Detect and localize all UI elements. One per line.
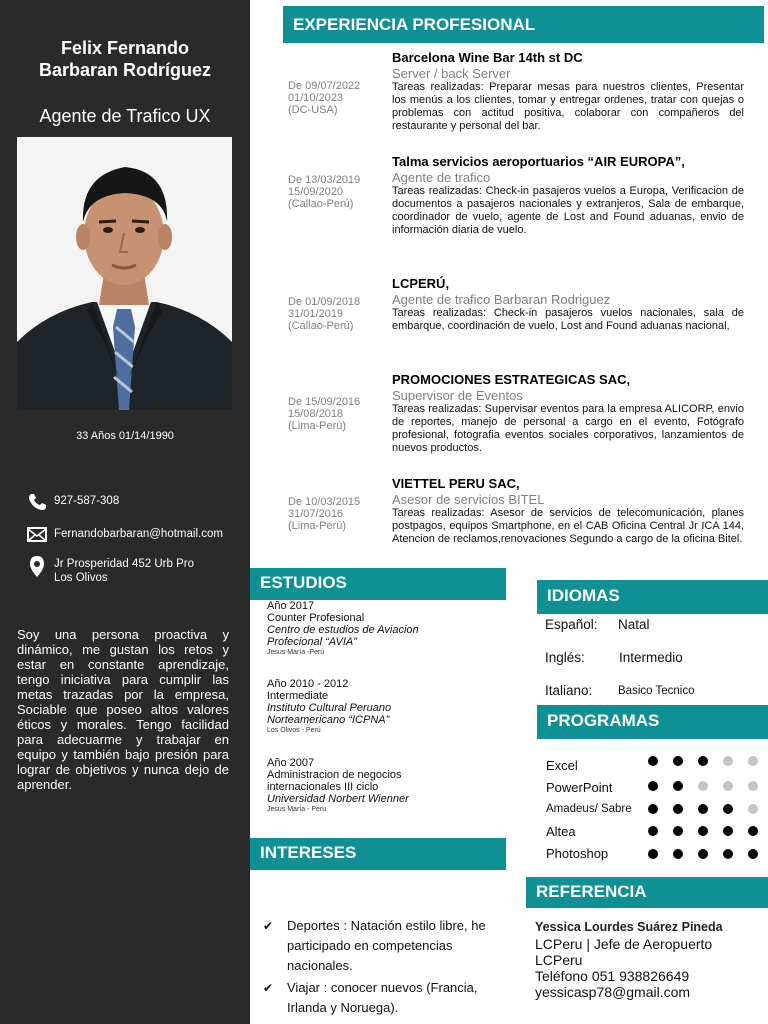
interest-text: Viajar : conocer nuevos (Francia, Irlanda y Noruega). xyxy=(287,980,478,1015)
rating-dot-filled xyxy=(698,804,708,814)
language-level: Basico Tecnico xyxy=(618,685,695,697)
experience-dates xyxy=(288,174,383,210)
experience-entry xyxy=(288,50,748,140)
experience-dates xyxy=(288,396,383,432)
place: (DC-USA) xyxy=(288,104,338,116)
rating-dot-filled xyxy=(723,804,733,814)
section-header-interests xyxy=(250,838,506,868)
reference-position: LCPeru | Jefe de Aeropuerto xyxy=(535,936,713,952)
job-role: Agente de trafico Barbaran Rodriguez xyxy=(392,292,611,307)
program-rating xyxy=(648,756,763,768)
rating-dot-empty xyxy=(698,781,708,791)
job-tasks: Tareas realizadas: Preparar mesas para nuestros clientes, Presentar los menús a los clientes, tomar y entregar ordenes, tratar con quejas o problemas con actitud positiva, colaborar con compañeros del restaurante y personal del bar. xyxy=(392,81,744,132)
rating-dot-filled xyxy=(673,826,683,836)
rating-dot-empty xyxy=(748,781,758,791)
rating-dot-filled xyxy=(648,849,658,859)
company-name: LCPERÚ, xyxy=(392,276,450,291)
experience-dates xyxy=(288,496,383,532)
section-divider xyxy=(537,612,768,614)
rating-dot-filled xyxy=(698,849,708,859)
study-entry xyxy=(267,757,507,814)
reference-name: Yessica Lourdes Suárez Pineda xyxy=(535,920,723,934)
language-row xyxy=(545,650,683,665)
study-institution: Instituto Cultural Peruano xyxy=(267,702,392,714)
study-location: Los Olivos - Perú xyxy=(267,727,321,734)
company-name: Talma servicios aeroportuarios “AIR EUROPA”, xyxy=(392,154,685,169)
candidate-name xyxy=(0,37,250,81)
date-to: 31/07/2016 xyxy=(288,508,344,520)
language-name: Italiano: xyxy=(545,683,593,698)
rating-dot-empty xyxy=(723,756,733,766)
study-entry xyxy=(267,600,507,657)
reference-block xyxy=(535,918,765,1000)
rating-dot-filled xyxy=(723,826,733,836)
rating-dot-filled xyxy=(723,849,733,859)
address xyxy=(54,557,194,585)
date-from: De 01/09/2018 xyxy=(288,296,361,308)
place: (Lima-Perú) xyxy=(288,520,347,532)
language-level: Natal xyxy=(618,617,650,632)
date-from: De 13/03/2019 xyxy=(288,174,361,186)
location-pin-icon xyxy=(27,556,47,574)
study-year: Año 2010 - 2012 xyxy=(267,678,349,690)
language-row xyxy=(545,683,695,698)
section-header-reference xyxy=(526,877,768,906)
program-rating xyxy=(648,826,763,838)
address-line-1: Jr Prosperidad 452 Urb Pro xyxy=(54,558,194,570)
program-rating xyxy=(648,849,763,861)
about-me-text: Soy una persona proactiva y dinámico, me gustan los retos y estar en constante aprendizaje, tengo iniciativa para cumplir las metas trazadas por la empresa, Sociable que poseo altos valores éticos y morales. Tengo facilidad para adecuarme y trabajar en equipo y también bajo presión para lograr de objetivos y nunca dejo de aprender. xyxy=(17,627,229,792)
program-rating xyxy=(648,804,763,816)
program-name: Photoshop xyxy=(546,846,609,861)
language-row xyxy=(545,617,650,632)
study-entry xyxy=(267,678,507,735)
studies-heading: ESTUDIOS xyxy=(260,573,347,592)
rating-dot-filled xyxy=(673,781,683,791)
job-tasks: Tareas realizadas: Asesor de servicios de telecomunicación, planes postpagos, equipos Smartphone, en el CAB Oficina Central Jr ICA 144, Atencion de reclamos,renovaciones Segundo a cargo de la oficina Bitel. xyxy=(392,507,744,545)
company-name: PROMOCIONES ESTRATEGICAS SAC, xyxy=(392,372,631,387)
sidebar xyxy=(0,0,250,1024)
mail-icon xyxy=(27,526,47,544)
rating-dot-filled xyxy=(648,781,658,791)
rating-dot-filled xyxy=(673,849,683,859)
address-line-2: Los Olivos xyxy=(54,572,108,584)
rating-dot-empty xyxy=(723,781,733,791)
place: (Lima-Perú) xyxy=(288,420,347,432)
reference-company: LCPeru xyxy=(535,952,583,968)
profile-photo xyxy=(17,137,232,410)
phone-icon xyxy=(27,493,47,511)
rating-dot-filled xyxy=(648,756,658,766)
date-to: 31/01/2019 xyxy=(288,308,344,320)
study-location: Jesus María - Peru xyxy=(267,806,327,813)
interests-list xyxy=(263,916,508,1020)
phone-number: 927-587-308 xyxy=(54,495,120,507)
rating-dot-filled xyxy=(698,756,708,766)
section-divider xyxy=(537,737,768,739)
experience-heading: EXPERIENCIA PROFESIONAL xyxy=(293,14,536,34)
reference-heading: REFERENCIA xyxy=(536,881,647,901)
program-rating xyxy=(648,781,763,793)
programs-heading: PROGRAMAS xyxy=(547,711,660,730)
company-name: Barcelona Wine Bar 14th st DC xyxy=(392,50,583,65)
rating-dot-filled xyxy=(673,804,683,814)
date-from: De 15/09/2016 xyxy=(288,396,361,408)
interest-text: Deportes : Natación estilo libre, he participado en competencias nacionales. xyxy=(287,918,486,973)
experience-entry xyxy=(288,476,748,566)
checkmark-icon: ✔ xyxy=(263,981,274,995)
experience-dates xyxy=(288,80,383,116)
program-name: Altea xyxy=(546,824,576,839)
study-institution-2: Norteamericano “ICPNA” xyxy=(267,714,390,726)
interests-heading: INTERESES xyxy=(260,843,357,862)
rating-dot-filled xyxy=(673,756,683,766)
date-from: De 09/07/2022 xyxy=(288,80,361,92)
experience-entry xyxy=(288,154,748,264)
study-program: Intermediate xyxy=(267,690,329,702)
study-institution-2: Profecional “AVIA” xyxy=(267,636,357,648)
place: (Callao-Perú) xyxy=(288,320,354,332)
language-name: Español: xyxy=(545,617,598,632)
email-address[interactable]: Fernandobarbaran@hotmail.com xyxy=(54,528,223,540)
languages-heading: IDIOMAS xyxy=(547,586,620,605)
study-program: Administracion de negocios internacionales III ciclo xyxy=(267,769,402,793)
study-institution: Universidad Norbert Wienner xyxy=(267,793,409,805)
list-item xyxy=(263,978,508,1018)
section-divider xyxy=(526,906,768,908)
rating-dot-filled xyxy=(648,826,658,836)
date-to: 15/08/2018 xyxy=(288,408,344,420)
job-role: Asesor de servicios BITEL xyxy=(392,492,545,507)
section-header-experience xyxy=(283,6,764,43)
name-line-1: Felix Fernando xyxy=(60,38,190,58)
reference-email[interactable]: yessicasp78@gmail.com xyxy=(535,984,691,1000)
experience-body xyxy=(392,276,744,333)
date-to: 15/09/2020 xyxy=(288,186,344,198)
experience-body xyxy=(392,154,744,237)
experience-body xyxy=(392,476,744,546)
job-role: Agente de trafico xyxy=(392,170,491,185)
name-line-2: Barbaran Rodríguez xyxy=(38,60,212,80)
date-from: De 10/03/2015 xyxy=(288,496,361,508)
study-institution: Centro de estudios de Aviacion xyxy=(267,624,419,636)
reference-phone: Teléfono 051 938826649 xyxy=(535,968,690,984)
rating-dot-empty xyxy=(748,756,758,766)
company-name: VIETTEL PERU SAC, xyxy=(392,476,520,491)
experience-entry xyxy=(288,276,748,356)
rating-dot-filled xyxy=(748,826,758,836)
rating-dot-filled xyxy=(648,804,658,814)
job-tasks: Tareas realizadas: Check-in pasajeros vuelos nacionales, sala de embarque, coordinación de vuelo, Lost and Found aduanas nacional, xyxy=(392,307,744,332)
age-birthdate: 33 Años 01/14/1990 xyxy=(76,430,174,442)
study-location: Jesus María -Perú xyxy=(267,649,325,656)
program-name: PowerPoint xyxy=(546,780,613,795)
list-item xyxy=(263,916,508,976)
job-role: Server / back Server xyxy=(392,66,511,81)
rating-dot-filled xyxy=(748,849,758,859)
experience-entry xyxy=(288,372,748,467)
rating-dot-empty xyxy=(748,804,758,814)
rating-dot-filled xyxy=(698,826,708,836)
date-to: 01/10/2023 xyxy=(288,92,344,104)
place: (Callao-Perú) xyxy=(288,198,354,210)
checkmark-icon: ✔ xyxy=(263,919,274,933)
experience-body xyxy=(392,50,744,133)
program-name: Amadeus/ Sabre xyxy=(546,803,632,815)
job-tasks: Tareas realizadas: Supervisar eventos para la empresa ALICORP, envio de reportes, manejo de personal a cargo en el evento, Fotógrafo profesional, fotografia eventos sociales corporativos, lanzamientos de nuevos productos. xyxy=(392,403,744,454)
study-program: Counter Profesional xyxy=(267,612,365,624)
section-header-studies xyxy=(250,568,506,598)
study-year: Año 2007 xyxy=(267,757,315,769)
job-role: Supervisor de Eventos xyxy=(392,388,523,403)
portrait-illustration xyxy=(17,137,232,410)
program-name: Excel xyxy=(546,758,578,773)
section-header-languages xyxy=(537,580,768,612)
study-year: Año 2017 xyxy=(267,600,315,612)
experience-dates xyxy=(288,296,383,332)
job-title: Agente de Trafico UX xyxy=(39,106,211,126)
section-divider xyxy=(250,868,506,870)
language-level: Intermedio xyxy=(619,650,683,665)
section-header-programs xyxy=(537,705,768,737)
experience-body xyxy=(392,372,744,455)
job-tasks: Tareas realizadas: Check-in pasajeros vuelos a Europa, Verificacion de documentos a pasajeros nacionales y extranjeros, Sala de embarque, coordinador de vuelo, agente de Lost and Found aduanas, envio de información diaria de vuelo. xyxy=(392,185,744,236)
language-name: Inglés: xyxy=(545,650,585,665)
